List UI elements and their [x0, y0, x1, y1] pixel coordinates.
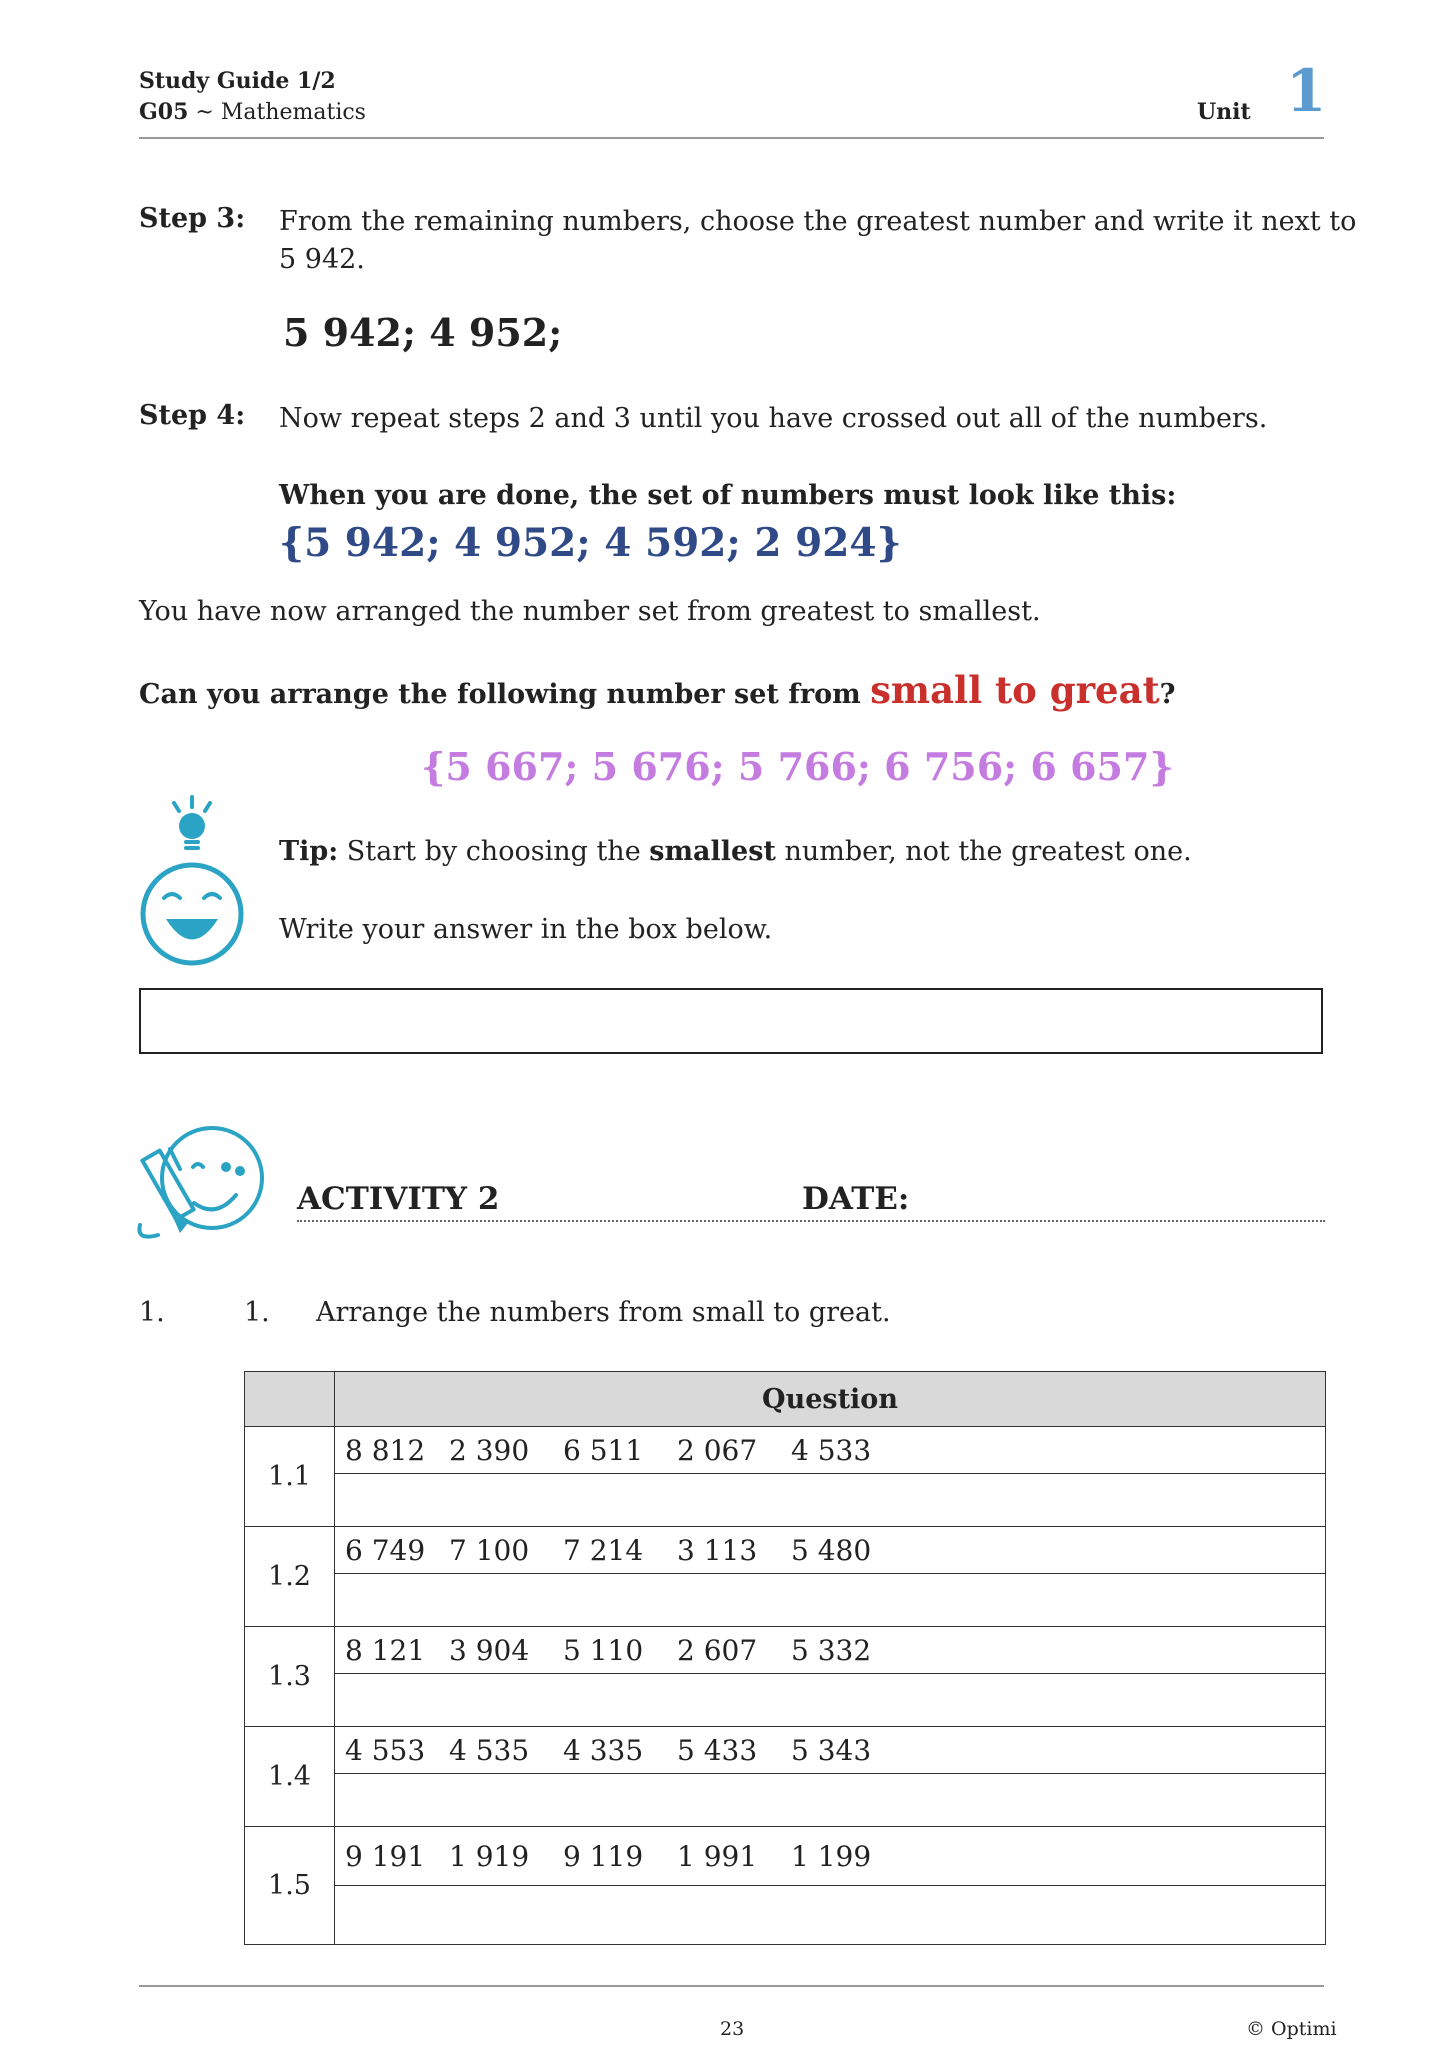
step3-line1: From the remaining numbers, choose the greatest number and write it next to	[279, 206, 1357, 237]
value: 5 433	[677, 1733, 758, 1767]
row-number: 1.3	[245, 1627, 335, 1727]
subject-name: ~ Mathematics	[188, 100, 366, 125]
result-set: {5 942; 4 952; 4 592; 2 924}	[279, 520, 902, 566]
value: 1 991	[677, 1839, 758, 1873]
value: 9 191	[345, 1839, 426, 1873]
answer-cell[interactable]	[335, 1886, 1326, 1945]
question-highlight: small to great	[870, 668, 1160, 712]
question-number-outer: 1.	[139, 1297, 165, 1328]
footer-divider	[139, 1985, 1324, 1987]
row-number: 1.1	[245, 1427, 335, 1527]
unit-number: 1	[1286, 57, 1327, 125]
value: 7 214	[563, 1533, 644, 1567]
question-text: Arrange the numbers from small to great.	[316, 1297, 891, 1328]
table-row	[245, 1427, 1326, 1474]
value: 4 335	[563, 1733, 644, 1767]
grade-code: G05	[139, 99, 189, 125]
value: 9 119	[563, 1839, 644, 1873]
unit-label: Unit	[1197, 99, 1251, 125]
answer-cell[interactable]	[335, 1674, 1326, 1727]
row-values	[335, 1527, 1326, 1574]
course-subtitle	[139, 99, 366, 125]
step4-text: Now repeat steps 2 and 3 until you have crossed out all of the numbers.	[279, 403, 1268, 434]
table-row	[245, 1827, 1326, 1886]
table-row	[245, 1527, 1326, 1574]
pencil-smiley-icon	[136, 1123, 266, 1245]
tip-bold: smallest	[649, 836, 776, 867]
header-num-cell	[245, 1372, 335, 1427]
guide-title: Study Guide 1/2	[139, 68, 336, 94]
value: 8 121	[345, 1633, 426, 1667]
tip-text-a: Start by choosing the	[338, 836, 650, 867]
tip-label: Tip:	[279, 836, 339, 867]
value: 2 390	[449, 1433, 530, 1467]
step3-line2: 5 942.	[279, 244, 365, 275]
step4-label: Step 4:	[139, 400, 246, 431]
value: 1 919	[449, 1839, 530, 1873]
step3-label: Step 3:	[139, 203, 246, 234]
value: 4 553	[345, 1733, 426, 1767]
tip-text-b: number, not the greatest one.	[775, 836, 1192, 867]
question-set: {5 667; 5 676; 5 766; 6 756; 6 657}	[421, 744, 1174, 789]
idea-smiley-icon	[136, 795, 248, 970]
row-values	[335, 1827, 1326, 1886]
activity-title: ACTIVITY 2	[297, 1181, 500, 1217]
value: 4 533	[791, 1433, 872, 1467]
tip-text	[279, 836, 1192, 867]
value: 8 812	[345, 1433, 426, 1467]
value: 4 535	[449, 1733, 530, 1767]
value: 5 480	[791, 1533, 872, 1567]
step3-text	[279, 203, 1356, 279]
value: 2 607	[677, 1633, 758, 1667]
row-values	[335, 1727, 1326, 1774]
value: 7 100	[449, 1533, 530, 1567]
answer-instruction: Write your answer in the box below.	[279, 914, 773, 945]
value: 3 904	[449, 1633, 530, 1667]
question-number-inner: 1.	[244, 1297, 270, 1328]
table-row	[245, 1627, 1326, 1674]
value: 5 332	[791, 1633, 872, 1667]
value: 5 343	[791, 1733, 872, 1767]
value: 6 511	[563, 1433, 644, 1467]
summary-text: You have now arranged the number set from greatest to smallest.	[139, 596, 1041, 627]
table-header-row	[245, 1372, 1326, 1427]
question-table	[244, 1371, 1326, 1945]
row-number: 1.2	[245, 1527, 335, 1627]
row-number: 1.5	[245, 1827, 335, 1945]
value: 5 110	[563, 1633, 644, 1667]
copyright: © Optimi	[1246, 2018, 1337, 2040]
answer-cell[interactable]	[335, 1574, 1326, 1627]
value: 2 067	[677, 1433, 758, 1467]
row-values	[335, 1627, 1326, 1674]
header-question-cell: Question	[335, 1372, 1326, 1427]
question-suffix: ?	[1159, 679, 1176, 710]
question-prefix: Can you arrange the following number set from	[139, 679, 871, 710]
answer-box[interactable]	[139, 988, 1323, 1054]
table-row	[245, 1727, 1326, 1774]
row-number: 1.4	[245, 1727, 335, 1827]
value: 6 749	[345, 1533, 426, 1567]
answer-cell[interactable]	[335, 1474, 1326, 1527]
date-line[interactable]	[297, 1220, 1325, 1222]
header-divider	[139, 137, 1324, 139]
value: 1 199	[791, 1839, 872, 1873]
row-values	[335, 1427, 1326, 1474]
done-instruction: When you are done, the set of numbers must look like this:	[279, 480, 1177, 511]
step3-sequence: 5 942; 4 952;	[283, 310, 563, 355]
value: 3 113	[677, 1533, 758, 1567]
question-line	[139, 668, 1176, 712]
page-number: 23	[720, 2018, 745, 2040]
answer-cell[interactable]	[335, 1774, 1326, 1827]
date-label: DATE:	[802, 1181, 910, 1217]
